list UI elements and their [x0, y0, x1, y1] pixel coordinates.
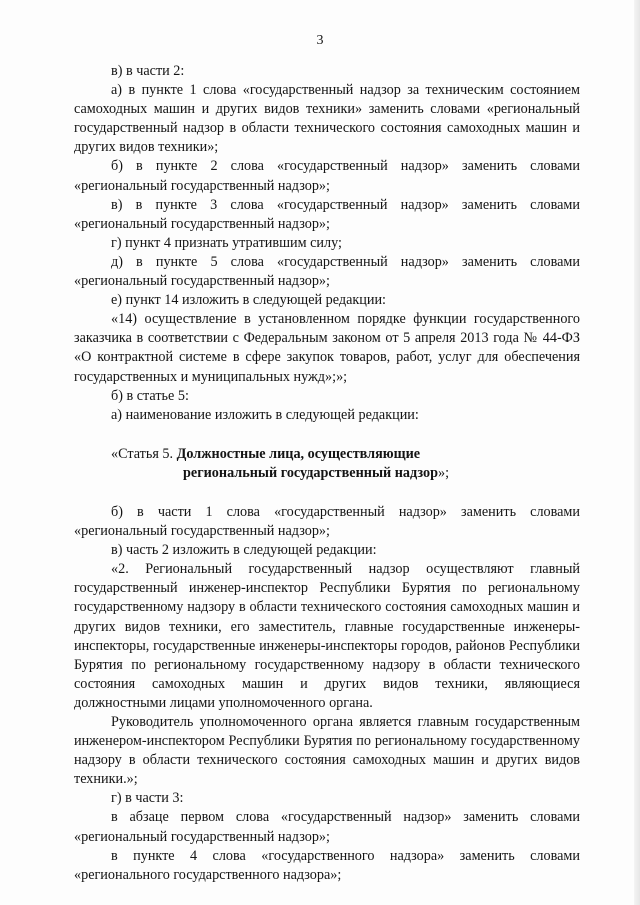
paragraph: «14) осуществление в установленном порядке функции государственного заказчика в соответствии с Федеральным законом от 5 апреля 2013 года № 44-ФЗ «О контрактной системе в сфере закупок товаров, работ, услуг для обеспечения государственных и муниципальных нужд»;»; — [74, 311, 580, 385]
paragraph: в) часть 2 изложить в следующей редакции: — [111, 542, 377, 559]
paragraph: е) пункт 14 изложить в следующей редакции: — [111, 292, 386, 309]
paragraph: в) в части 2: — [111, 63, 185, 79]
paragraph: д) в пункте 5 слова «государственный надзор» заменить словами «региональный государственный надзор»; — [74, 253, 580, 290]
paragraph: б) в пункте 2 слова «государственный надзор» заменить словами «региональный государственный надзор»; — [74, 158, 580, 194]
paragraph: г) пункт 4 признать утратившим силу; — [111, 234, 342, 251]
paragraph: в) в пункте 3 слова «государственный надзор» заменить словами «региональный государственный надзор»; — [74, 196, 580, 232]
paragraph: в абзаце первом слова «государственный надзор» заменить словами «региональный государственный надзор»; — [74, 809, 580, 845]
paragraph: а) наименование изложить в следующей редакции: — [111, 406, 419, 423]
article-heading-title-line1: Должностные лица, осуществляющие — [176, 445, 421, 462]
paragraph: б) в части 1 слова «государственный надзор» заменить словами «региональный государственный надзор»; — [74, 503, 580, 540]
article-heading — [74, 445, 580, 483]
scan-edge-shadow — [634, 0, 640, 905]
paragraph: а) в пункте 1 слова «государственный надзор за техническим состоянием самоходных машин и других видов техники» заменить словами «региональный государственный надзор в области технического состояния самоходных машин и других видов техники»; — [74, 82, 580, 156]
paragraph: «2. Региональный государственный надзор осуществляют главный государственный инженер-инспектор Республики Бурятия по региональному государственному надзору в области технического состояния самоходных машин и других видов техники, его заместитель, главные государственные инженеры-инспекторы, государственные инженеры-инспекторы городов, районов Республики Бурятия по региональному государственному надзору в области технического состояния самоходных машин и других видов техники, являющиеся должностными лицами уполномоченного органа. — [74, 561, 580, 711]
paragraph: Руководитель уполномоченного органа является главным государственным инженером-инспектором Республики Бурятия по региональному государственному надзору в области технического состояния самоходных машин и других видов техники.»; — [74, 714, 580, 788]
paragraph: в пункте 4 слова «государственного надзора» заменить словами «регионального государственного надзора»; — [74, 847, 580, 883]
article-heading-line1 — [74, 445, 580, 464]
article-heading-prefix: «Статья 5. — [111, 445, 177, 462]
article-heading-title-line2: региональный государственный надзор — [183, 464, 438, 481]
paragraph: б) в статье 5: — [111, 387, 189, 404]
document-body — [74, 62, 580, 885]
paragraph: г) в части 3: — [111, 790, 184, 807]
article-heading-line2 — [74, 464, 580, 483]
page-number: 3 — [316, 33, 324, 48]
article-heading-suffix: »; — [437, 464, 450, 481]
